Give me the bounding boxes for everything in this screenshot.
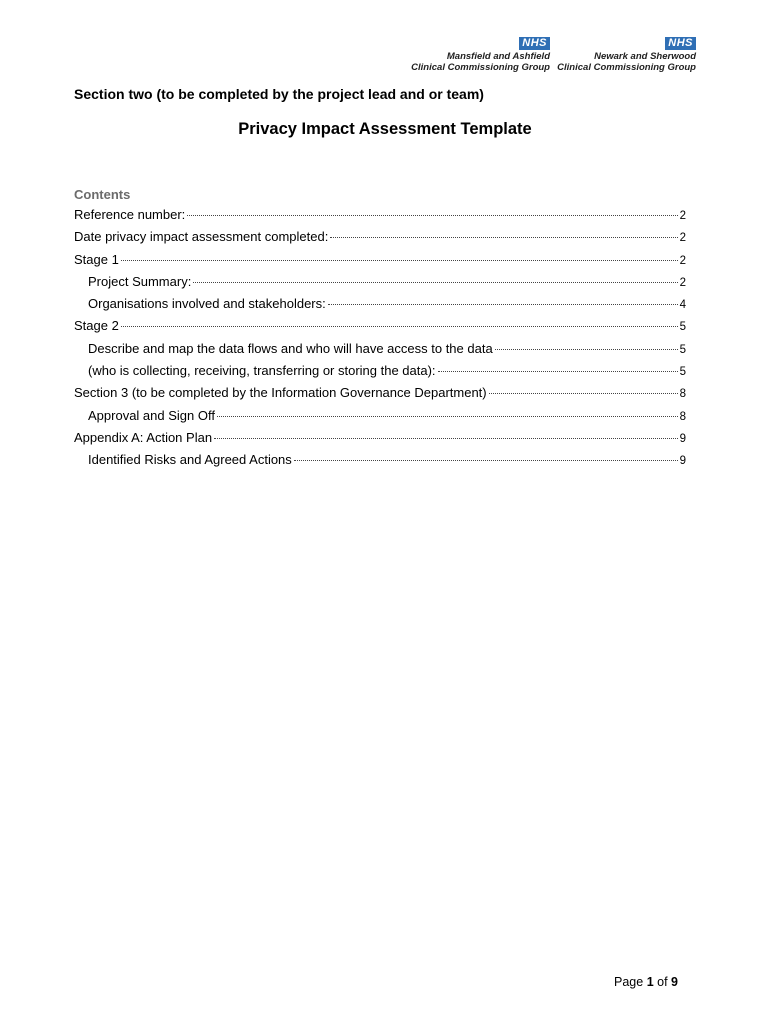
toc-leader-dots [187,215,677,216]
toc-page-number: 2 [679,254,686,267]
toc-page-number: 5 [679,366,686,379]
toc-entry-date-completed[interactable] [74,226,686,248]
toc-page-number: 9 [679,455,686,468]
toc-entry-label: Stage 1 [74,251,119,267]
toc-entry-label: Appendix A: Action Plan [74,429,213,445]
toc-page-number: 4 [679,299,686,312]
contents-heading: Contents [74,187,131,202]
toc-page-number: 2 [679,276,686,289]
toc-entry-label: Project Summary: [88,273,192,289]
footer-of-label: of [657,975,668,989]
toc-entry-label: Describe and map the data flows and who will have access to the data [88,340,493,356]
toc-entry-label: Section 3 (to be completed by the Information Governance Department) [74,385,487,401]
toc-leader-dots [489,393,678,394]
toc-leader-dots [328,304,678,305]
logo-org-type: Clinical Commissioning Group [411,62,550,73]
toc-entry-label: Organisations involved and stakeholders: [88,296,326,312]
newark-sherwood-logo [557,33,696,73]
toc-page-number: 5 [679,321,686,334]
toc-leader-dots [193,282,677,283]
toc-page-number: 8 [679,388,686,401]
toc-entry-label: Approval and Sign Off [88,407,215,423]
logo-org-name: Newark and Sherwood [594,51,696,62]
toc-entry-section-3[interactable] [74,382,686,404]
toc-entry-approval-sign-off[interactable] [74,405,686,427]
toc-leader-dots [495,349,678,350]
document-title: Privacy Impact Assessment Template [238,120,532,138]
toc-leader-dots [121,326,678,327]
toc-leader-dots [294,460,678,461]
toc-entry-appendix-a[interactable] [74,427,686,449]
toc-entry-organisations[interactable] [74,293,686,315]
toc-page-number: 9 [679,432,686,445]
toc-page-number: 5 [679,343,686,356]
toc-entry-label: Identified Risks and Agreed Actions [88,452,292,468]
nhs-badge: NHS [519,37,550,50]
toc-leader-dots [217,416,678,417]
section-heading: Section two (to be completed by the project lead and or team) [74,86,484,102]
nhs-badge: NHS [665,37,696,50]
footer-page-label: Page [614,975,644,989]
toc-entry-stage-1[interactable] [74,249,686,271]
toc-page-number: 2 [679,210,686,222]
toc-entry-data-handlers[interactable] [74,360,686,382]
toc-leader-dots [438,371,678,372]
toc-page-number: 2 [679,232,686,245]
toc-entry-label: Stage 2 [74,318,119,334]
toc-entry-reference-number[interactable] [74,204,686,226]
toc-leader-dots [330,237,677,238]
toc-entry-label: (who is collecting, receiving, transferring or storing the data): [88,363,436,379]
toc-entry-identified-risks[interactable] [74,449,686,471]
toc-entry-label: Reference number: [74,207,186,222]
logo-org-type: Clinical Commissioning Group [557,62,696,73]
toc-entry-project-summary[interactable] [74,271,686,293]
logo-org-name: Mansfield and Ashfield [446,51,550,62]
toc-leader-dots [121,260,678,261]
mansfield-ashfield-logo [411,33,550,73]
page-footer [614,975,678,989]
toc-entry-data-flows[interactable] [74,338,686,360]
toc-entry-label: Date privacy impact assessment completed: [74,229,329,245]
toc-entry-stage-2[interactable] [74,315,686,337]
toc-leader-dots [214,438,678,439]
footer-total-pages: 9 [671,975,678,989]
toc-page-number: 8 [679,410,686,423]
footer-current-page: 1 [646,975,654,989]
table-of-contents [74,204,686,472]
